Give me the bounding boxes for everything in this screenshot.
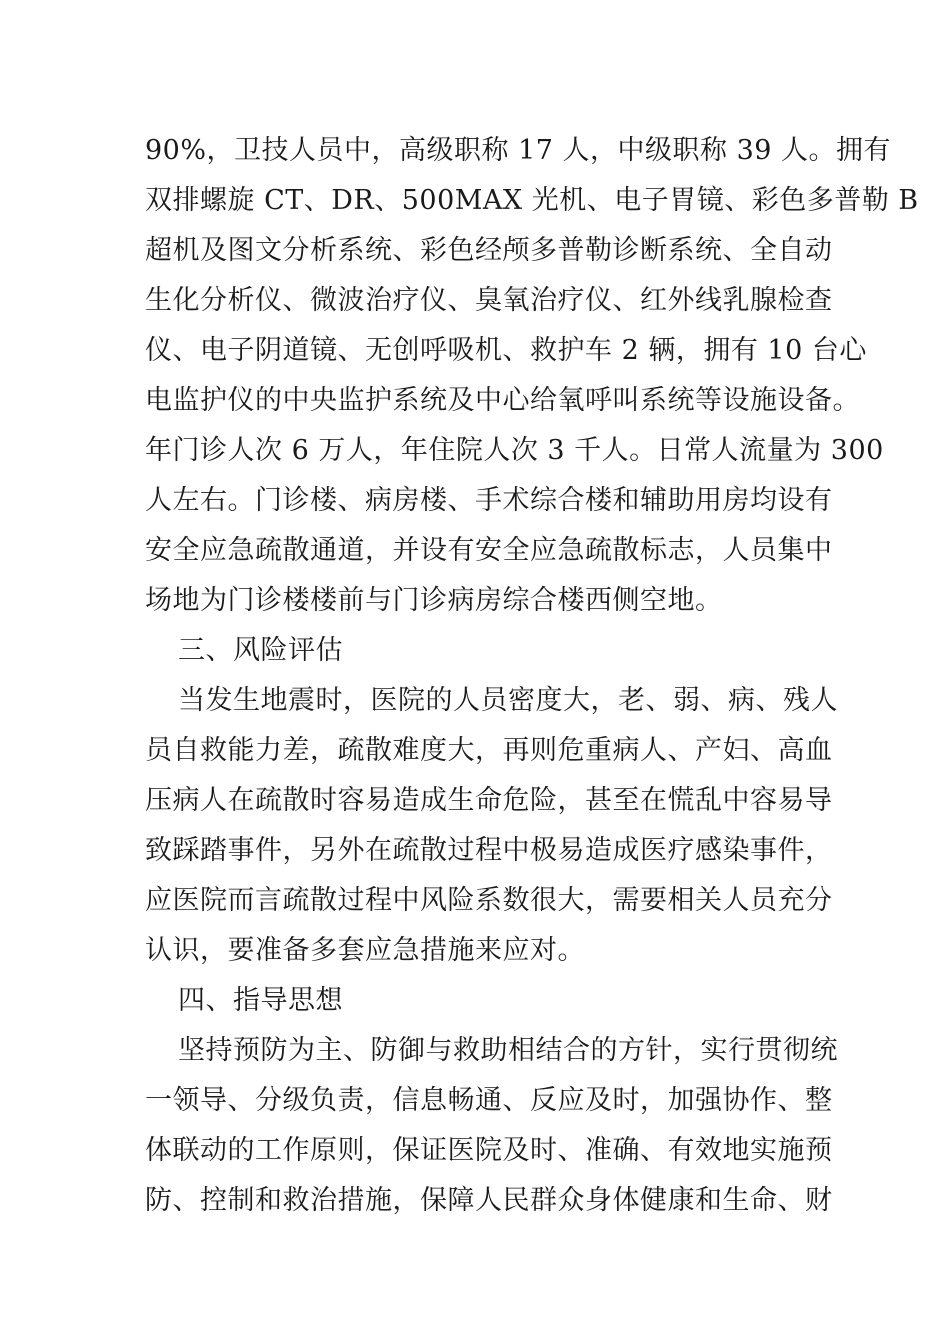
body-text-line: 员自救能力差，疏散难度大，再则危重病人、产妇、高血 — [145, 735, 833, 766]
body-text-line: 一领导、分级负责，信息畅通、反应及时，加强协作、整 — [145, 1085, 833, 1116]
body-text-line: 压病人在疏散时容易造成生命危险，甚至在慌乱中容易导 — [145, 785, 833, 816]
body-text-line: 当发生地震时，医院的人员密度大，老、弱、病、残人 — [178, 685, 838, 716]
body-text-line: 年门诊人次 6 万人，年住院人次 3 千人。日常人流量为 300 — [145, 435, 884, 466]
body-text-line: 场地为门诊楼楼前与门诊病房综合楼西侧空地。 — [145, 585, 723, 616]
body-text-line: 认识，要准备多套应急措施来应对。 — [145, 935, 585, 966]
body-text-line: 致踩踏事件，另外在疏散过程中极易造成医疗感染事件， — [145, 835, 833, 866]
section-heading: 三、风险评估 — [178, 635, 343, 666]
body-text-line: 生化分析仪、微波治疗仪、臭氧治疗仪、红外线乳腺检查 — [145, 285, 833, 316]
body-text-line: 双排螺旋 CT、DR、500MAX 光机、电子胃镜、彩色多普勒 B — [145, 185, 919, 216]
body-text-line: 安全应急疏散通道，并设有安全应急疏散标志，人员集中 — [145, 535, 833, 566]
body-text-line: 仪、电子阴道镜、无创呼吸机、救护车 2 辆，拥有 10 台心 — [145, 335, 867, 366]
body-text-line: 90%，卫技人员中，高级职称 17 人，中级职称 39 人。拥有 — [145, 135, 892, 166]
body-text-line: 应医院而言疏散过程中风险系数很大，需要相关人员充分 — [145, 885, 833, 916]
body-text-line: 人左右。门诊楼、病房楼、手术综合楼和辅助用房均设有 — [145, 485, 833, 516]
body-text-line: 超机及图文分析系统、彩色经颅多普勒诊断系统、全自动 — [145, 235, 833, 266]
body-text-line: 体联动的工作原则，保证医院及时、准确、有效地实施预 — [145, 1135, 833, 1166]
section-heading: 四、指导思想 — [178, 985, 343, 1016]
body-text-line: 电监护仪的中央监护系统及中心给氧呼叫系统等设施设备。 — [145, 385, 860, 416]
body-text-line: 防、控制和救治措施，保障人民群众身体健康和生命、财 — [145, 1185, 833, 1216]
body-text-line: 坚持预防为主、防御与救助相结合的方针，实行贯彻统 — [178, 1035, 838, 1066]
